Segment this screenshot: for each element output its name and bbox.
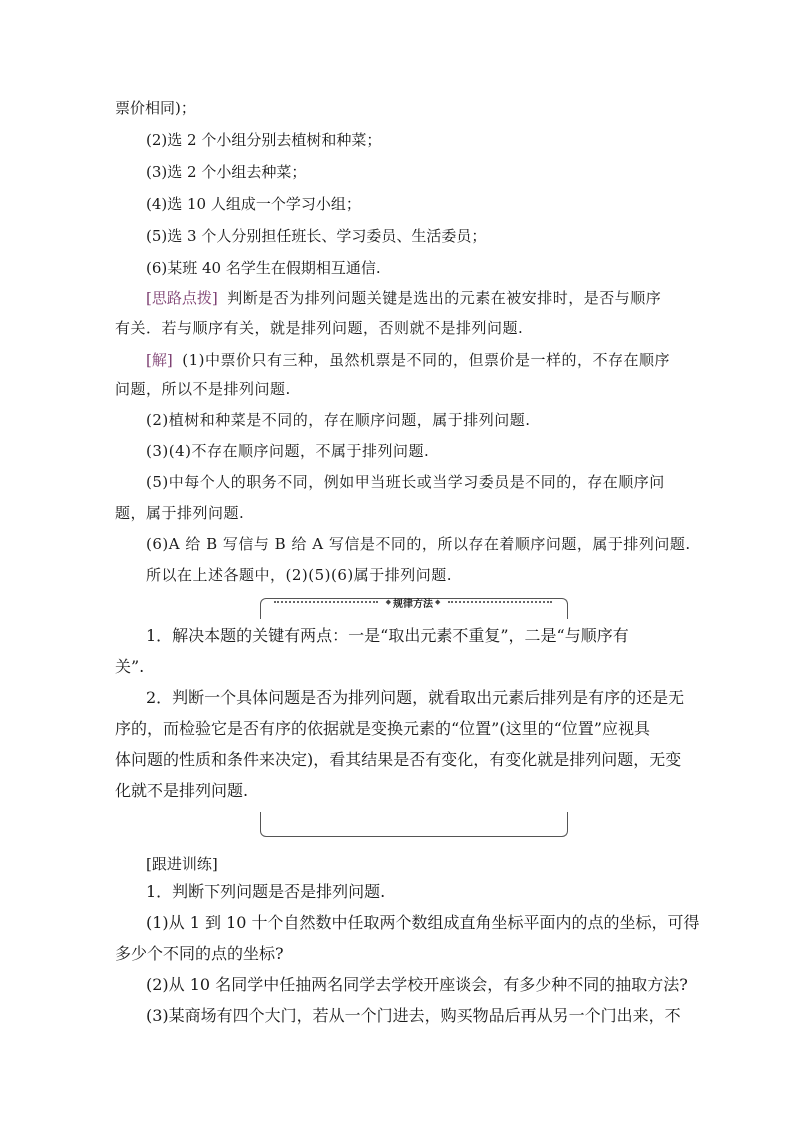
- dotted-rule: [448, 601, 552, 603]
- training-text: (1)从 1 到 10 十个自然数中任取两个数组成直角坐标平面内的点的坐标，可得: [146, 913, 700, 932]
- solution-text: (3)(4)不存在顺序问题，不属于排列问题.: [146, 442, 430, 460]
- diamond-icon: ◆: [435, 598, 441, 606]
- hint-label: [思路点拨]: [146, 289, 218, 307]
- dotted-rule: [274, 601, 378, 603]
- solution-text: (6)A 给 B 写信与 B 给 A 写信是不同的，所以存在着顺序问题，属于排列问题.: [146, 535, 691, 553]
- solution-text: (2)植树和种菜是不同的，存在顺序问题，属于排列问题.: [146, 411, 531, 429]
- training-label: [跟进训练]: [146, 855, 218, 873]
- method-title: 规律方法: [393, 598, 433, 610]
- method-text: 序的，而检验它是否有序的依据就是变换元素的“位置”(这里的“位置”应视具: [115, 719, 650, 738]
- solution-line: [146, 350, 670, 370]
- method-text: 化就不是排列问题.: [115, 781, 249, 800]
- method-box-title: [268, 594, 558, 610]
- text-line: (5)选 3 个人分别担任班长、学习委员、生活委员；: [146, 227, 487, 245]
- training-text: (2)从 10 名同学中任抽两名同学去学校开座谈会，有多少种不同的抽取方法?: [146, 975, 688, 994]
- method-text: 体问题的性质和条件来决定)，看其结果是否有变化，有变化就是排列问题，无变: [115, 750, 682, 769]
- text-line: (4)选 10 人组成一个学习小组；: [146, 195, 361, 213]
- solution-text: (5)中每个人的职务不同，例如甲当班长或当学习委员是不同的，存在顺序问: [146, 473, 665, 491]
- method-text: 关”.: [115, 657, 145, 676]
- solution-label: [解]: [146, 351, 173, 369]
- text-line: (6)某班 40 名学生在假期相互通信.: [146, 259, 381, 277]
- hint-text: 有关．若与顺序有关，就是排列问题，否则就不是排列问题.: [115, 319, 524, 337]
- hint-text: 判断是否为排列问题关键是选出的元素在被安排时，是否与顺序: [227, 289, 662, 307]
- method-box-bottom-border: [260, 812, 568, 837]
- solution-text: (1)中票价只有三种，虽然机票是不同的，但票价是一样的，不存在顺序: [182, 351, 671, 369]
- solution-text: 题，属于排列问题.: [115, 504, 245, 522]
- solution-text: 所以在上述各题中，(2)(5)(6)属于排列问题.: [146, 566, 453, 584]
- solution-text: 问题，所以不是排列问题.: [115, 380, 291, 398]
- hint-line: [146, 288, 661, 308]
- training-text: (3)某商场有四个大门，若从一个门进去，购买物品后再从另一个门出来，不: [146, 1006, 681, 1025]
- method-text: 1．解决本题的关键有两点：一是“取出元素不重复”，二是“与顺序有: [146, 626, 629, 645]
- method-text: 2．判断一个具体问题是否为排列问题，就看取出元素后排列是有序的还是无: [146, 688, 685, 707]
- text-line: (3)选 2 个小组去种菜；: [146, 163, 307, 181]
- training-text: 1．判断下列问题是否是排列问题.: [146, 882, 386, 901]
- training-text: 多少个不同的点的坐标?: [115, 944, 284, 963]
- diamond-icon: ◆: [385, 598, 391, 606]
- text-line: 票价相同)；: [115, 99, 196, 117]
- text-line: (2)选 2 个小组分别去植树和种菜；: [146, 131, 382, 149]
